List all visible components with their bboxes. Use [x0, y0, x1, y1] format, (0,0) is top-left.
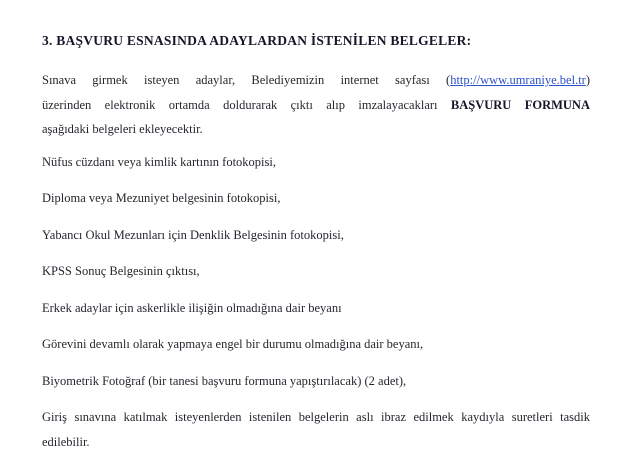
document-list-item: Biyometrik Fotoğraf (bir tanesi başvuru formuna yapıştırılacak) (2 adet),	[42, 369, 590, 394]
document-list-item: KPSS Sonuç Belgesinin çıktısı,	[42, 259, 590, 284]
intro-line1-suffix: )	[586, 73, 590, 87]
intro-line-3: aşağıdaki belgeleri ekleyecektir.	[42, 117, 590, 142]
website-link[interactable]: http://www.umraniye.bel.tr	[450, 73, 586, 87]
closing-line-1: Giriş sınavına katılmak isteyenlerden istenilen belgelerin aslı ibraz edilmek kaydıyla suretleri tasdik	[42, 405, 590, 430]
document-list-item: Erkek adaylar için askerlikle ilişiğin olmadığına dair beyanı	[42, 296, 590, 321]
intro-paragraph	[42, 68, 590, 142]
closing-paragraph	[42, 405, 590, 454]
document-list-item: Görevini devamlı olarak yapmaya engel bir durumu olmadığına dair beyanı,	[42, 332, 590, 357]
section-heading: 3. BAŞVURU ESNASINDA ADAYLARDAN İSTENİLEN BELGELER:	[42, 32, 590, 50]
intro-line1-text: Sınava girmek isteyen adaylar, Belediyemizin internet sayfası (	[42, 73, 450, 87]
basvuru-formuna-emphasis: BAŞVURU FORMUNA	[451, 98, 590, 112]
document-list-item: Diploma veya Mezuniyet belgesinin fotokopisi,	[42, 186, 590, 211]
document-list-item: Yabancı Okul Mezunları için Denklik Belgesinin fotokopisi,	[42, 223, 590, 248]
intro-line-1	[42, 68, 590, 93]
intro-line2-text: üzerinden elektronik ortamda doldurarak çıktı alıp imzalayacakları	[42, 98, 451, 112]
intro-line-2	[42, 93, 590, 118]
closing-line-2: edilebilir.	[42, 430, 590, 454]
document-list-item: Nüfus cüzdanı veya kimlik kartının fotokopisi,	[42, 150, 590, 175]
